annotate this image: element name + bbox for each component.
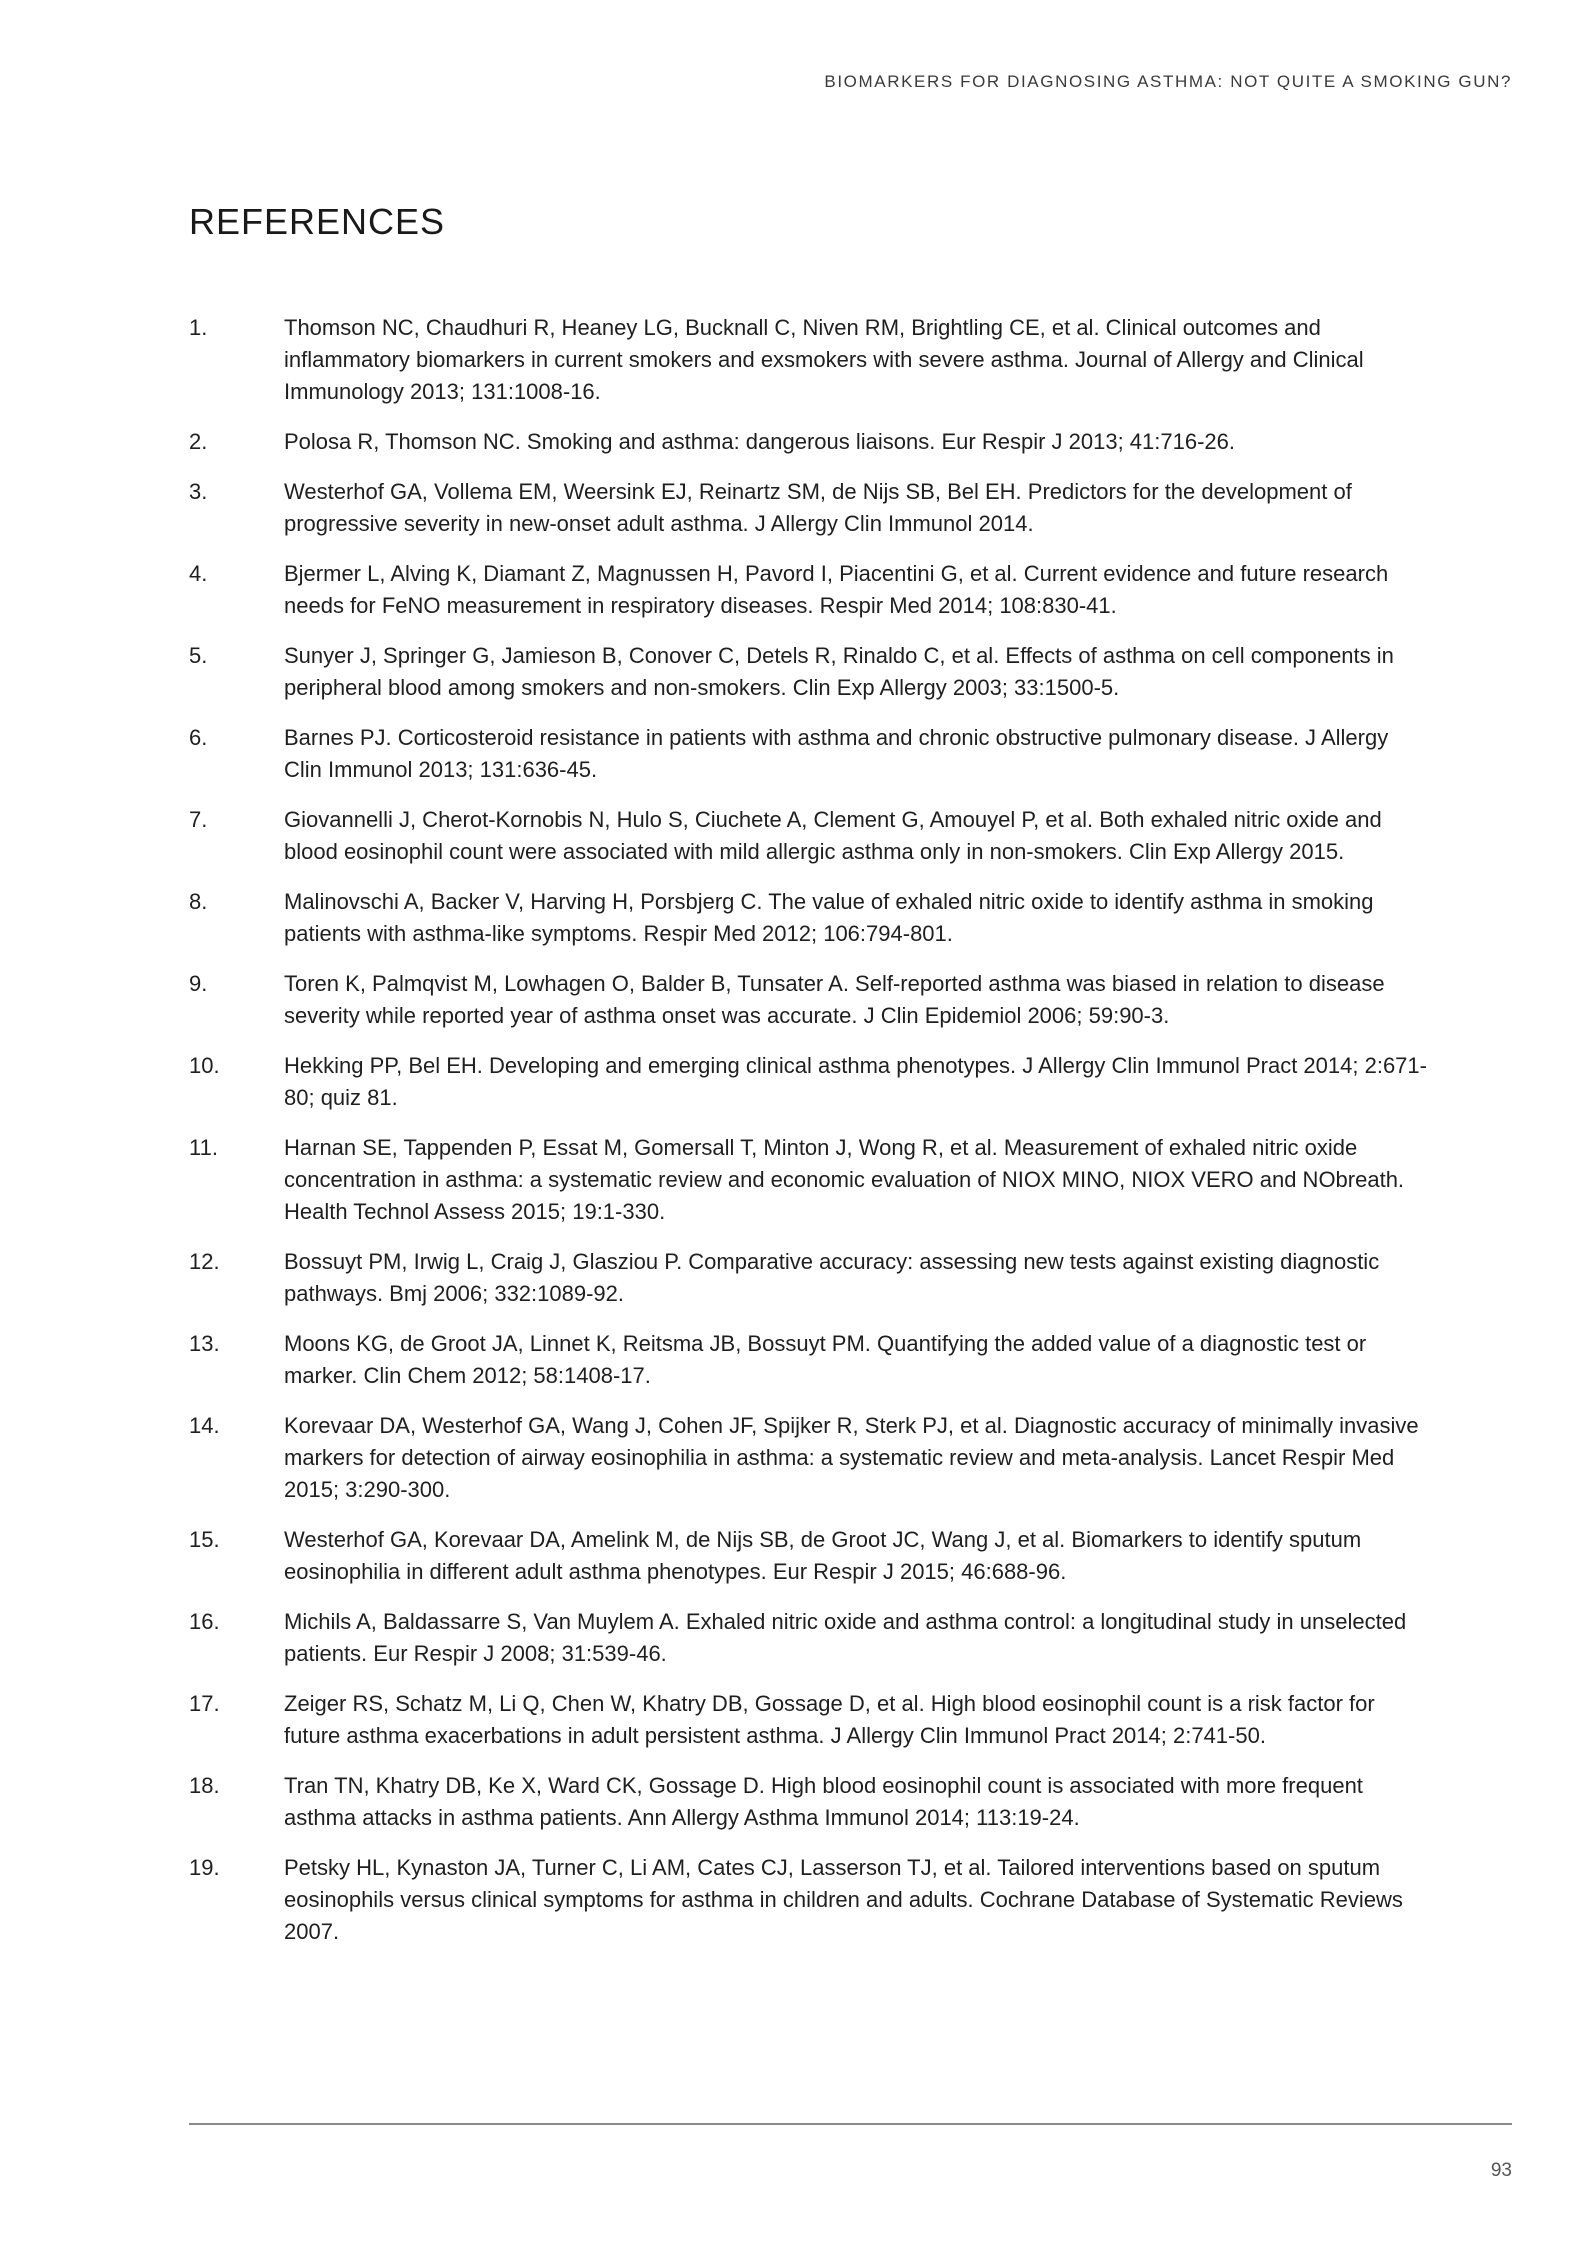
reference-number: 15. <box>189 1527 220 1552</box>
reference-item <box>189 558 1429 622</box>
reference-item <box>189 1852 1429 1948</box>
reference-item <box>189 804 1429 868</box>
reference-number: 12. <box>189 1249 220 1274</box>
reference-number: 19. <box>189 1855 220 1880</box>
reference-item <box>189 426 1429 458</box>
reference-number: 16. <box>189 1609 220 1634</box>
reference-text: Michils A, Baldassarre S, Van Muylem A. Exhaled nitric oxide and asthma control: a longitudinal study in unselected patients. Eur Respir J 2008; 31:539-46. <box>284 1609 1407 1666</box>
reference-item <box>189 722 1429 786</box>
reference-number: 4. <box>189 561 208 586</box>
reference-number: 6. <box>189 725 208 750</box>
reference-number: 10. <box>189 1053 220 1078</box>
reference-item <box>189 1132 1429 1228</box>
reference-item <box>189 1770 1429 1834</box>
reference-item <box>189 968 1429 1032</box>
reference-number: 3. <box>189 479 208 504</box>
reference-text: Harnan SE, Tappenden P, Essat M, Gomersall T, Minton J, Wong R, et al. Measurement of exhaled nitric oxide concentration in asthma: a systematic review and economic evaluation of NIOX MINO, NIOX VERO and NObreath. Health Technol Assess 2015; 19:1-330. <box>284 1135 1405 1224</box>
reference-text: Moons KG, de Groot JA, Linnet K, Reitsma JB, Bossuyt PM. Quantifying the added value of a diagnostic test or marker. Clin Chem 2012; 58:1408-17. <box>284 1331 1367 1388</box>
reference-text: Malinovschi A, Backer V, Harving H, Porsbjerg C. The value of exhaled nitric oxide to identify asthma in smoking patients with asthma-like symptoms. Respir Med 2012; 106:794-801. <box>284 889 1374 946</box>
reference-number: 5. <box>189 643 208 668</box>
reference-number: 2. <box>189 429 208 454</box>
reference-text: Polosa R, Thomson NC. Smoking and asthma: dangerous liaisons. Eur Respir J 2013; 41:716-26. <box>284 429 1235 454</box>
reference-number: 17. <box>189 1691 220 1716</box>
reference-text: Zeiger RS, Schatz M, Li Q, Chen W, Khatry DB, Gossage D, et al. High blood eosinophil count is a risk factor for future asthma exacerbations in adult persistent asthma. J Allergy Clin Immunol Pract 2014; 2:741-50. <box>284 1691 1375 1748</box>
reference-item <box>189 886 1429 950</box>
footer-divider <box>189 2123 1512 2125</box>
reference-number: 9. <box>189 971 208 996</box>
reference-list <box>189 312 1429 1966</box>
reference-text: Westerhof GA, Vollema EM, Weersink EJ, Reinartz SM, de Nijs SB, Bel EH. Predictors for the development of progressive severity in new-onset adult asthma. J Allergy Clin Immunol 2014. <box>284 479 1352 536</box>
reference-text: Giovannelli J, Cherot-Kornobis N, Hulo S, Ciuchete A, Clement G, Amouyel P, et al. Both exhaled nitric oxide and blood eosinophil count were associated with mild allergic asthma only in non-smokers. Clin Exp Allergy 2015. <box>284 807 1382 864</box>
reference-number: 7. <box>189 807 208 832</box>
reference-item <box>189 1410 1429 1506</box>
reference-number: 8. <box>189 889 208 914</box>
reference-text: Hekking PP, Bel EH. Developing and emerging clinical asthma phenotypes. J Allergy Clin Immunol Pract 2014; 2:671-80; quiz 81. <box>284 1053 1427 1110</box>
reference-item <box>189 640 1429 704</box>
reference-number: 1. <box>189 315 208 340</box>
reference-number: 14. <box>189 1413 220 1438</box>
page-number: 93 <box>1490 2160 1512 2181</box>
reference-item <box>189 1050 1429 1114</box>
reference-number: 11. <box>189 1135 218 1160</box>
running-head: BIOMARKERS FOR DIAGNOSING ASTHMA: NOT QUITE A SMOKING GUN? <box>824 72 1512 91</box>
reference-number: 18. <box>189 1773 220 1798</box>
reference-text: Barnes PJ. Corticosteroid resistance in patients with asthma and chronic obstructive pulmonary disease. J Allergy Clin Immunol 2013; 131:636-45. <box>284 725 1389 782</box>
reference-item <box>189 476 1429 540</box>
reference-item <box>189 1524 1429 1588</box>
reference-text: Bossuyt PM, Irwig L, Craig J, Glasziou P. Comparative accuracy: assessing new tests against existing diagnostic pathways. Bmj 2006; 332:1089-92. <box>284 1249 1380 1306</box>
reference-item <box>189 312 1429 408</box>
reference-item <box>189 1606 1429 1670</box>
reference-item <box>189 1688 1429 1752</box>
reference-text: Westerhof GA, Korevaar DA, Amelink M, de Nijs SB, de Groot JC, Wang J, et al. Biomarkers to identify sputum eosinophilia in different adult asthma phenotypes. Eur Respir J 2015; 46:688-96. <box>284 1527 1362 1584</box>
reference-item <box>189 1328 1429 1392</box>
section-title: REFERENCES <box>189 201 446 242</box>
reference-text: Thomson NC, Chaudhuri R, Heaney LG, Bucknall C, Niven RM, Brightling CE, et al. Clinical outcomes and inflammatory biomarkers in current smokers and exsmokers with severe asthma. Journal of Allergy and Clinical Immunology 2013; 131:1008-16. <box>284 315 1364 404</box>
reference-text: Toren K, Palmqvist M, Lowhagen O, Balder B, Tunsater A. Self-reported asthma was biased in relation to disease severity while reported year of asthma onset was accurate. J Clin Epidemiol 2006; 59:90-3. <box>284 971 1385 1028</box>
reference-text: Bjermer L, Alving K, Diamant Z, Magnussen H, Pavord I, Piacentini G, et al. Current evidence and future research needs for FeNO measurement in respiratory diseases. Respir Med 2014; 108:830-41. <box>284 561 1389 618</box>
reference-item <box>189 1246 1429 1310</box>
reference-text: Korevaar DA, Westerhof GA, Wang J, Cohen JF, Spijker R, Sterk PJ, et al. Diagnostic accuracy of minimally invasive markers for detection of airway eosinophilia in asthma: a systematic review and meta-analysis. Lancet Respir Med 2015; 3:290-300. <box>284 1413 1419 1502</box>
reference-text: Sunyer J, Springer G, Jamieson B, Conover C, Detels R, Rinaldo C, et al. Effects of asthma on cell components in peripheral blood among smokers and non-smokers. Clin Exp Allergy 2003; 33:1500-5. <box>284 643 1394 700</box>
reference-text: Petsky HL, Kynaston JA, Turner C, Li AM, Cates CJ, Lasserson TJ, et al. Tailored interventions based on sputum eosinophils versus clinical symptoms for asthma in children and adults. Cochrane Database of Systematic Reviews 2007. <box>284 1855 1403 1944</box>
reference-number: 13. <box>189 1331 220 1356</box>
reference-text: Tran TN, Khatry DB, Ke X, Ward CK, Gossage D. High blood eosinophil count is associated with more frequent asthma attacks in asthma patients. Ann Allergy Asthma Immunol 2014; 113:19-24. <box>284 1773 1363 1830</box>
